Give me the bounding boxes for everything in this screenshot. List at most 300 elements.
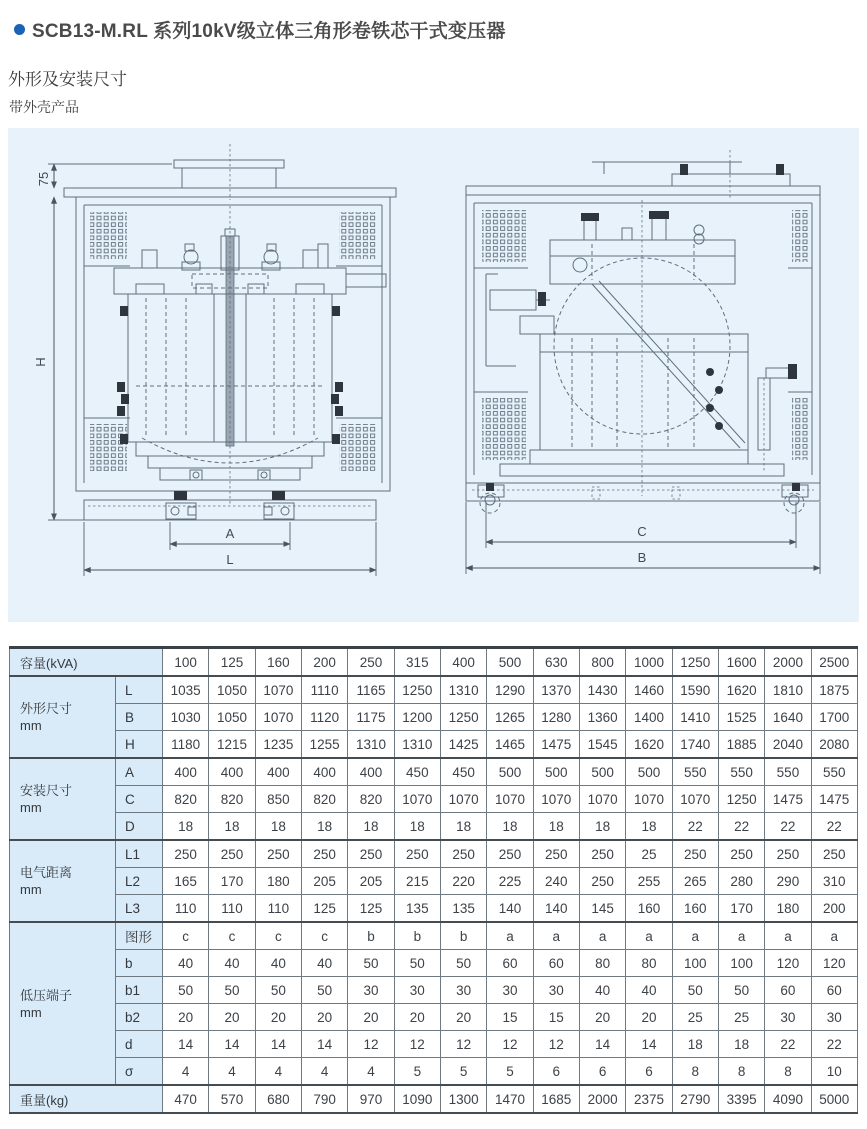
dimension-value: 400 [302, 758, 348, 786]
dimension-value: 25 [718, 1004, 764, 1031]
dimension-value: a [626, 922, 672, 950]
vent-grille-bottom-left [90, 424, 127, 471]
dimension-value: 30 [487, 977, 533, 1004]
dimension-value: 820 [163, 786, 209, 813]
dimension-value: 550 [765, 758, 811, 786]
dimension-value: 40 [626, 977, 672, 1004]
dimension-value: 1475 [765, 786, 811, 813]
dimension-value: 550 [718, 758, 764, 786]
row-sublabel: b [116, 950, 163, 977]
dimension-value: 8 [672, 1058, 718, 1086]
dimension-value: 50 [209, 977, 255, 1004]
capacity-value: 1250 [672, 648, 718, 677]
dimension-value: 1885 [718, 731, 764, 759]
group-label [10, 922, 116, 1085]
dimensions-table-wrap [9, 646, 858, 1114]
dimension-value: 14 [579, 1031, 625, 1058]
dimension-value: 14 [255, 1031, 301, 1058]
capacity-value: 250 [348, 648, 394, 677]
dimension-value: 450 [440, 758, 486, 786]
weight-value: 1090 [394, 1085, 440, 1113]
dimension-value: 12 [533, 1031, 579, 1058]
dimension-value: a [533, 922, 579, 950]
dimension-value: 1070 [255, 676, 301, 704]
vent-grille-top-left [90, 212, 127, 259]
dimension-value: 110 [209, 895, 255, 923]
dim-label-75: 75 [36, 171, 51, 187]
dimension-value: 1165 [348, 676, 394, 704]
dimension-value: 250 [209, 840, 255, 868]
dimension-value: 1700 [811, 704, 857, 731]
dimension-value: 1290 [487, 676, 533, 704]
dimension-value: 20 [163, 1004, 209, 1031]
dimension-value: 20 [348, 1004, 394, 1031]
dimension-value: 1370 [533, 676, 579, 704]
dimension-value: 6 [626, 1058, 672, 1086]
group-label-text: 电气距离 [20, 865, 73, 880]
dimension-value: 30 [348, 977, 394, 1004]
dimension-value: 1235 [255, 731, 301, 759]
dimension-value: 1410 [672, 704, 718, 731]
dimension-value: 1740 [672, 731, 718, 759]
capacity-value: 2500 [811, 648, 857, 677]
dimension-value: 18 [348, 813, 394, 841]
dimension-value: 1255 [302, 731, 348, 759]
capacity-value: 315 [394, 648, 440, 677]
dimension-value: 40 [579, 977, 625, 1004]
dimension-value: 1310 [348, 731, 394, 759]
dimension-value: 20 [626, 1004, 672, 1031]
dimension-value: 1430 [579, 676, 625, 704]
dimension-value: 290 [765, 868, 811, 895]
dimension-value: 5 [440, 1058, 486, 1086]
dimension-value: 18 [533, 813, 579, 841]
group-label [10, 676, 116, 758]
dimensions-table [9, 646, 858, 1114]
dimension-value: 1050 [209, 676, 255, 704]
dimension-value: 1810 [765, 676, 811, 704]
capacity-value: 800 [579, 648, 625, 677]
dimension-value: 450 [394, 758, 440, 786]
dimension-value: 1030 [163, 704, 209, 731]
dimension-value: 1360 [579, 704, 625, 731]
dimension-value: 250 [394, 840, 440, 868]
dimension-value: 15 [487, 1004, 533, 1031]
dimension-value: 250 [672, 840, 718, 868]
dim-label-A: A [225, 526, 235, 541]
dimension-value: 1475 [533, 731, 579, 759]
dimension-value: 250 [579, 840, 625, 868]
dimension-value: 14 [302, 1031, 348, 1058]
dim-label-C: C [637, 524, 647, 539]
page-header [0, 0, 867, 117]
group-label-text: 安装尺寸 [20, 783, 73, 798]
dimension-value: 50 [302, 977, 348, 1004]
row-sublabel: b2 [116, 1004, 163, 1031]
dimension-value: 125 [348, 895, 394, 923]
group-unit: mm [20, 1004, 42, 1020]
base-side [466, 483, 820, 513]
weight-value: 680 [255, 1085, 301, 1113]
dimension-value: 550 [672, 758, 718, 786]
dimension-value: 250 [579, 868, 625, 895]
row-sublabel: C [116, 786, 163, 813]
dimension-value: 1640 [765, 704, 811, 731]
dimension-value: 18 [487, 813, 533, 841]
dimension-value: 1250 [440, 704, 486, 731]
dimension-value: 1465 [487, 731, 533, 759]
side-view-diagram [442, 140, 844, 605]
dimension-value: 18 [440, 813, 486, 841]
weight-value: 4090 [765, 1085, 811, 1113]
dimension-value: 18 [579, 813, 625, 841]
weight-value: 1685 [533, 1085, 579, 1113]
dimension-value: 215 [394, 868, 440, 895]
capacity-value: 400 [440, 648, 486, 677]
dimension-value: 8 [718, 1058, 764, 1086]
dimension-value: 30 [440, 977, 486, 1004]
dimension-value: 200 [811, 895, 857, 923]
roof-lifting-beam [174, 144, 284, 200]
dimension-value: 18 [626, 813, 672, 841]
dimension-value: 120 [811, 950, 857, 977]
weight-value: 2375 [626, 1085, 672, 1113]
dimensions-table-body [10, 648, 858, 1114]
group-unit: mm [20, 800, 42, 815]
dimension-value: 1265 [487, 704, 533, 731]
weight-value: 790 [302, 1085, 348, 1113]
dimension-value: 140 [533, 895, 579, 923]
dimension-value: 60 [765, 977, 811, 1004]
dimension-value: 240 [533, 868, 579, 895]
dimension-value: 4 [302, 1058, 348, 1086]
dimension-value: 170 [209, 868, 255, 895]
dimension-value: 10 [811, 1058, 857, 1086]
dimension-value: 250 [718, 840, 764, 868]
dimension-value: 22 [765, 813, 811, 841]
dimension-value: 820 [348, 786, 394, 813]
dimension-value: 5 [487, 1058, 533, 1086]
dimension-value: a [718, 922, 764, 950]
dimension-value: a [765, 922, 811, 950]
capacity-value: 500 [487, 648, 533, 677]
dimension-value: 280 [718, 868, 764, 895]
row-sublabel: b1 [116, 977, 163, 1004]
dimension-value: 4 [255, 1058, 301, 1086]
vent-grille-bottom-right [339, 424, 376, 471]
dimension-value: 250 [348, 840, 394, 868]
dim-label-B: B [637, 550, 647, 565]
dimension-value: 500 [487, 758, 533, 786]
dimension-value: 2080 [811, 731, 857, 759]
dimension-value: 1400 [626, 704, 672, 731]
dimension-value: 220 [440, 868, 486, 895]
dimension-value: 1070 [533, 786, 579, 813]
dimension-value: 180 [255, 868, 301, 895]
dimension-value: 12 [440, 1031, 486, 1058]
dimension-value: 170 [718, 895, 764, 923]
page-title: SCB13-M.RL 系列10kV级立体三角形卷铁芯干式变压器 [32, 21, 506, 42]
front-view-diagram [24, 136, 436, 606]
dimension-value: 4 [209, 1058, 255, 1086]
capacity-value: 1600 [718, 648, 764, 677]
dimension-value: 20 [302, 1004, 348, 1031]
dimension-value: 18 [394, 813, 440, 841]
dimension-value: 18 [718, 1031, 764, 1058]
dimension-value: 30 [811, 1004, 857, 1031]
dimension-value: 1475 [811, 786, 857, 813]
dimension-value: 1250 [718, 786, 764, 813]
dimension-value: 60 [533, 950, 579, 977]
dimension-value: 14 [209, 1031, 255, 1058]
vent-grille-bottom-left [482, 398, 526, 460]
row-sublabel: d [116, 1031, 163, 1058]
dimension-value: 1425 [440, 731, 486, 759]
dimension-value: 25 [626, 840, 672, 868]
dimension-value: b [394, 922, 440, 950]
dimension-value: 1215 [209, 731, 255, 759]
group-label-text: 外形尺寸 [20, 701, 73, 716]
dimension-value: 1280 [533, 704, 579, 731]
row-sublabel: B [116, 704, 163, 731]
dimension-value: 1070 [672, 786, 718, 813]
dimension-value: 1180 [163, 731, 209, 759]
dimension-value: a [811, 922, 857, 950]
dimension-value: 400 [163, 758, 209, 786]
dimension-value: 22 [811, 813, 857, 841]
dimension-value: 12 [487, 1031, 533, 1058]
dimension-value: 18 [163, 813, 209, 841]
dimension-value: 6 [533, 1058, 579, 1086]
capacity-value: 630 [533, 648, 579, 677]
dimension-value: 40 [209, 950, 255, 977]
dimension-value: 160 [626, 895, 672, 923]
dimension-value: 50 [394, 950, 440, 977]
dimension-value: a [672, 922, 718, 950]
dimension-value: 250 [255, 840, 301, 868]
dimension-value: 40 [302, 950, 348, 977]
dimension-value: 400 [348, 758, 394, 786]
dimension-value: 250 [440, 840, 486, 868]
title-bullet-icon [14, 24, 25, 35]
capacity-value: 160 [255, 648, 301, 677]
dimension-value: 1070 [255, 704, 301, 731]
dimension-value: 20 [440, 1004, 486, 1031]
dimension-value: 1175 [348, 704, 394, 731]
section-note: 带外壳产品 [9, 99, 79, 115]
dimension-value: a [579, 922, 625, 950]
dimension-value: 20 [394, 1004, 440, 1031]
dimension-value: 400 [255, 758, 301, 786]
dimension-value: 18 [255, 813, 301, 841]
group-label [10, 840, 116, 922]
dimension-value: 1525 [718, 704, 764, 731]
group-unit: mm [20, 718, 42, 733]
dimension-value: a [487, 922, 533, 950]
dimension-value: 140 [487, 895, 533, 923]
capacity-value: 100 [163, 648, 209, 677]
section-subtitle: 外形及安装尺寸 [8, 70, 127, 89]
weight-value: 3395 [718, 1085, 764, 1113]
dimension-value: 135 [394, 895, 440, 923]
group-label [10, 758, 116, 840]
row-sublabel: L [116, 676, 163, 704]
capacity-value: 125 [209, 648, 255, 677]
dimension-value: 2040 [765, 731, 811, 759]
dimension-value: 250 [811, 840, 857, 868]
dimension-value: 1050 [209, 704, 255, 731]
dimension-value: 1590 [672, 676, 718, 704]
dimension-value: 145 [579, 895, 625, 923]
dimension-value: 255 [626, 868, 672, 895]
dimension-value: 135 [440, 895, 486, 923]
dimension-value: 205 [302, 868, 348, 895]
dimension-value: 15 [533, 1004, 579, 1031]
weight-value: 5000 [811, 1085, 857, 1113]
dimension-value: 850 [255, 786, 301, 813]
dimension-value: 50 [718, 977, 764, 1004]
dimension-value: 250 [487, 840, 533, 868]
dimension-value: 1310 [394, 731, 440, 759]
row-sublabel: L2 [116, 868, 163, 895]
dimension-value: 1875 [811, 676, 857, 704]
vent-grille-top-right [339, 212, 376, 259]
dimension-value: 5 [394, 1058, 440, 1086]
row-sublabel: H [116, 731, 163, 759]
dimension-value: 50 [163, 977, 209, 1004]
vent-grille-top-left [482, 210, 526, 262]
dimension-value: 310 [811, 868, 857, 895]
dimension-value: 1070 [487, 786, 533, 813]
dimension-value: 250 [765, 840, 811, 868]
row-sublabel: σ [116, 1058, 163, 1086]
dimension-value: b [440, 922, 486, 950]
dimension-value: c [302, 922, 348, 950]
dimension-value: 60 [811, 977, 857, 1004]
dimension-value: c [163, 922, 209, 950]
dimension-value: 205 [348, 868, 394, 895]
dimension-value: 80 [579, 950, 625, 977]
weight-value: 570 [209, 1085, 255, 1113]
row-sublabel: A [116, 758, 163, 786]
dimension-value: 1545 [579, 731, 625, 759]
dimension-value: 22 [718, 813, 764, 841]
dimension-value: 250 [302, 840, 348, 868]
dimension-value: 225 [487, 868, 533, 895]
dimension-value: 20 [209, 1004, 255, 1031]
weight-value: 470 [163, 1085, 209, 1113]
dimension-value: 250 [163, 840, 209, 868]
dimension-value: 20 [579, 1004, 625, 1031]
vent-grille-top-right [792, 210, 808, 262]
dim-label-L: L [226, 552, 234, 567]
base-front [84, 491, 376, 520]
dimension-value: 18 [209, 813, 255, 841]
dimension-value: 500 [626, 758, 672, 786]
dimension-value: 20 [255, 1004, 301, 1031]
dimension-value: 165 [163, 868, 209, 895]
dimension-value: 50 [255, 977, 301, 1004]
diagram-panel [8, 128, 859, 622]
dimension-value: 1620 [718, 676, 764, 704]
dimension-value: c [209, 922, 255, 950]
dimension-value: 500 [533, 758, 579, 786]
row-sublabel: D [116, 813, 163, 841]
dimension-value: 22 [811, 1031, 857, 1058]
dimension-value: 40 [163, 950, 209, 977]
dimension-value: 50 [348, 950, 394, 977]
dimension-value: 50 [440, 950, 486, 977]
dimension-value: 550 [811, 758, 857, 786]
dimension-value: 160 [672, 895, 718, 923]
row-sublabel: L3 [116, 895, 163, 923]
dimension-value: 4 [348, 1058, 394, 1086]
dimension-value: 22 [765, 1031, 811, 1058]
dimension-value: 1035 [163, 676, 209, 704]
dimension-value: 180 [765, 895, 811, 923]
dimension-value: 14 [163, 1031, 209, 1058]
dimension-A [170, 522, 290, 550]
dimension-value: 100 [718, 950, 764, 977]
dimension-value: 820 [302, 786, 348, 813]
dimension-value: 1250 [394, 676, 440, 704]
weight-value: 970 [348, 1085, 394, 1113]
dimension-value: 500 [579, 758, 625, 786]
dimension-value: 1120 [302, 704, 348, 731]
dimension-value: 1070 [440, 786, 486, 813]
weight-label: 重量(kg) [10, 1085, 163, 1113]
dimension-value: 30 [765, 1004, 811, 1031]
dimension-value: 40 [255, 950, 301, 977]
weight-value: 1300 [440, 1085, 486, 1113]
dimension-value: 100 [672, 950, 718, 977]
dimension-value: b [348, 922, 394, 950]
dimension-value: 125 [302, 895, 348, 923]
dimension-value: 30 [533, 977, 579, 1004]
dimension-value: 1200 [394, 704, 440, 731]
weight-value: 2790 [672, 1085, 718, 1113]
dim-label-H: H [33, 357, 48, 367]
dimension-value: 820 [209, 786, 255, 813]
dimension-value: 1070 [579, 786, 625, 813]
dimension-value: 110 [255, 895, 301, 923]
dimension-value: 110 [163, 895, 209, 923]
dimension-C [486, 502, 796, 548]
dimension-value: 30 [394, 977, 440, 1004]
dimension-value: c [255, 922, 301, 950]
group-unit: mm [20, 882, 42, 897]
dimension-value: 1310 [440, 676, 486, 704]
dimension-value: 250 [533, 840, 579, 868]
roof-side [466, 150, 820, 200]
dimension-value: 1070 [626, 786, 672, 813]
capacity-value: 2000 [765, 648, 811, 677]
dimension-value: 400 [209, 758, 255, 786]
dimension-value: 1110 [302, 676, 348, 704]
vent-grille-bottom-right [792, 398, 808, 460]
dimension-value: 18 [302, 813, 348, 841]
dimension-value: 8 [765, 1058, 811, 1086]
dimension-value: 60 [487, 950, 533, 977]
dimension-value: 12 [348, 1031, 394, 1058]
dimension-75 [36, 164, 172, 188]
dimension-value: 50 [672, 977, 718, 1004]
dimension-value: 25 [672, 1004, 718, 1031]
dimension-value: 18 [672, 1031, 718, 1058]
row-sublabel: L1 [116, 840, 163, 868]
capacity-value: 1000 [626, 648, 672, 677]
dimension-value: 12 [394, 1031, 440, 1058]
